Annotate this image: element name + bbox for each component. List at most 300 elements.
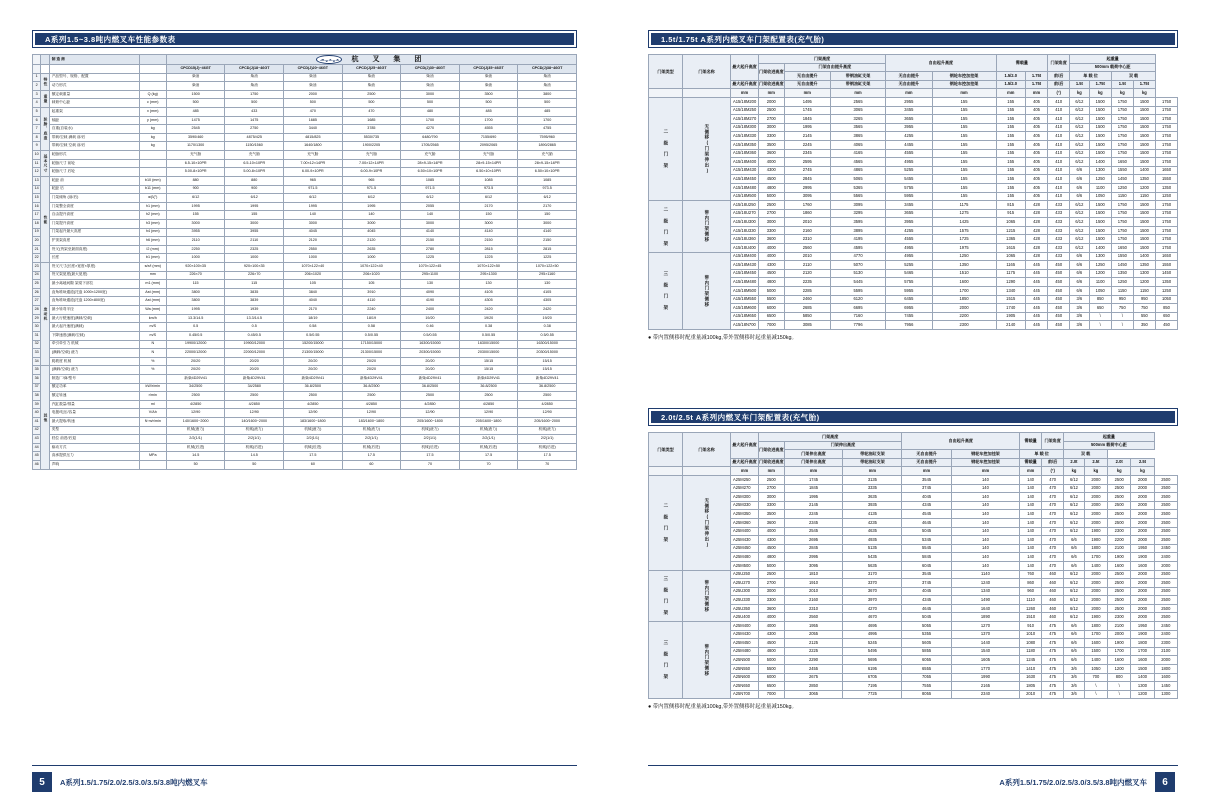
mast-cell: 3135: [843, 475, 902, 484]
mast-cell: 5955: [886, 287, 932, 296]
mast-cell: 433: [1048, 209, 1070, 218]
spec-row-name: 门架起升最大高度: [49, 228, 139, 237]
mast-cell: 1500: [1133, 132, 1155, 141]
spec-cell: 3000: [518, 219, 577, 228]
spec-cell: 28×9-15×14PR: [401, 159, 460, 168]
mast-cell: 1500: [1133, 201, 1155, 210]
mast-cell: 2500: [759, 475, 785, 484]
mast-cell: 6/12: [1064, 484, 1085, 493]
mast-cell: 2310: [784, 604, 843, 613]
spec-row-name: (满载/空载) 液力: [49, 349, 139, 358]
mast-cell: 4195: [830, 235, 885, 244]
mast-cell: 2245: [784, 140, 830, 149]
mast-cell: 6/6: [1064, 639, 1085, 648]
spec-cell: 155: [225, 211, 284, 220]
model-5: CPCD(J)35~46GT: [459, 65, 518, 74]
left-page-number: 5: [32, 772, 52, 792]
mast-cell: 2300: [932, 321, 996, 330]
spec-cell: 新柴4D29V41: [342, 374, 401, 383]
spec-cell: 4045: [342, 228, 401, 237]
mast-table-1-body: [649, 97, 1178, 329]
spec-row-index: 42: [33, 426, 41, 435]
mast-table-1-units: [649, 89, 1178, 98]
spec-cell: 470: [342, 108, 401, 117]
spec-row-name: 门架倾角 (前/后): [49, 194, 139, 203]
mast-cell: 2285: [784, 287, 830, 296]
spec-cell: 新柴4D29V41: [401, 374, 460, 383]
mast-group-sublabel: 带内门架侧移: [683, 570, 731, 622]
mast-cell: 405: [1025, 132, 1047, 141]
mast-cell: 1800: [1154, 665, 1177, 674]
mast-cell: 405: [1025, 115, 1047, 124]
mast-model-name: A15/18M550: [731, 295, 759, 304]
unit-cell: kg: [1133, 89, 1155, 98]
mast-cell: 4270: [843, 604, 902, 613]
mast-cell: 4500: [759, 175, 785, 184]
spec-row: [33, 340, 577, 349]
spec-row: [33, 194, 577, 203]
mast-cell: 6/12: [1070, 244, 1089, 253]
spec-cell: 机械(后进): [459, 443, 518, 452]
mast-cell: 1500: [1133, 149, 1155, 158]
spec-cell: 50: [166, 461, 225, 470]
spec-cell: 机械(液力): [401, 426, 460, 435]
mast-cell: 2010: [784, 252, 830, 261]
spec-cell: 0.5/0.55: [459, 331, 518, 340]
mast-cell: 155: [932, 106, 996, 115]
mast-cell: 470: [1042, 544, 1064, 553]
spec-row-name: 汽缸数量/排量: [49, 400, 139, 409]
spec-cell: 4/2850: [401, 400, 460, 409]
mast-cell: 4595: [830, 244, 885, 253]
m1-h-wb: 1.75t: [1025, 80, 1047, 89]
mast-cell: 1900: [1084, 536, 1107, 545]
spec-row-unit: N·m/r/min: [139, 417, 166, 426]
spec-cell: 880: [225, 176, 284, 185]
right-block2-title-frame: [648, 408, 1178, 426]
mast-cell: 433: [1048, 218, 1070, 227]
spec-cell: 0.5/0.55: [518, 331, 577, 340]
mast-cell: 2000: [1131, 475, 1154, 484]
mast-cell: 450: [1048, 261, 1070, 270]
spec-row-unit: h2 (mm): [139, 211, 166, 220]
spec-cell: 28×9-15×14PR: [518, 159, 577, 168]
mast-group-label: 二 级 门 架: [649, 201, 683, 253]
mast-cell: 5000: [759, 192, 785, 201]
mast-cell: 1800: [1131, 639, 1154, 648]
spec-row-name: 声响: [49, 461, 139, 470]
unit-cell: kg: [1064, 467, 1085, 476]
mast-cell: 470: [1042, 510, 1064, 519]
mast-group-sublabel: 无侧移(门架伸出): [683, 97, 731, 200]
table-row: [649, 252, 1178, 261]
brand-bar: [167, 55, 576, 64]
mast-model-name: A15/18M500: [731, 287, 759, 296]
mast-cell: 1065: [996, 252, 1025, 261]
spec-cell: 柴油: [342, 82, 401, 91]
mast-model-name: A25U350: [731, 604, 759, 613]
m1-h-out2: 带钢油缸支架: [830, 80, 885, 89]
mast-cell: 2000: [1131, 587, 1154, 596]
mast-cell: 6/12: [1070, 201, 1089, 210]
mast-cell: 445: [1025, 321, 1047, 330]
spec-cell: 1070×122×40: [342, 263, 401, 272]
spec-cell: 6/12: [166, 194, 225, 203]
mast-cell: 3455: [886, 106, 932, 115]
spec-row-index: 22: [33, 254, 41, 263]
mast-cell: 155: [932, 192, 996, 201]
spec-cell: 920×100×35: [166, 263, 225, 272]
mast-cell: 6/12: [1070, 97, 1089, 106]
spec-row: [33, 417, 577, 426]
mast-cell: 2500: [1154, 604, 1177, 613]
spec-cell: 20/20: [166, 357, 225, 366]
mast-cell: 2455: [784, 665, 843, 674]
mast-cell: 6/12: [1064, 570, 1085, 579]
spec-cell: 13.3/14.5: [166, 314, 225, 323]
m2-h-f1: 无自由提升: [902, 458, 951, 467]
spec-row-name: 最小转弯半径: [49, 306, 139, 315]
spec-cell: 0.45/0.5: [225, 331, 284, 340]
spec-cell: 1475: [166, 116, 225, 125]
mast-model-name: A15/18M450: [731, 269, 759, 278]
mast-cell: 410: [1048, 106, 1070, 115]
mast-cell: 460: [1042, 596, 1064, 605]
mast-cell: 1800: [1084, 622, 1107, 631]
mast-cell: 155: [932, 115, 996, 124]
mast-cell: 1995: [784, 493, 843, 502]
mast-cell: 1650: [1111, 158, 1133, 167]
mast-cell: 6/6: [1064, 630, 1085, 639]
spec-row-name: 带载/空载 空载 前/后: [49, 142, 139, 151]
mast-cell: 140: [1020, 518, 1042, 527]
mast-cell: 1995: [784, 123, 830, 132]
mast-model-name: A15/18U250: [731, 201, 759, 210]
spec-cell: 1000: [225, 254, 284, 263]
spec-cell: 2420: [518, 306, 577, 315]
mast-cell: 3595: [830, 218, 885, 227]
spec-cell: 机械(后进): [166, 443, 225, 452]
mast-cell: 3000: [759, 587, 785, 596]
spec-row: [33, 443, 577, 452]
mast-cell: 1725: [932, 235, 996, 244]
spec-row-index: 40: [33, 409, 41, 418]
mast-cell: 850: [1156, 304, 1178, 313]
m1-h-closed: 门架收进高度: [759, 63, 785, 80]
spec-row-name: 自由提升高度: [49, 211, 139, 220]
spec-row-unit: m1 (mm): [139, 280, 166, 289]
mast-cell: 650: [1156, 312, 1178, 321]
mast-cell: 140: [1020, 527, 1042, 536]
mast-cell: 433: [1048, 201, 1070, 210]
mast-cell: 2000: [1131, 613, 1154, 622]
group-blank: [41, 65, 49, 74]
spec-cell: 6.00-9×10PR: [342, 168, 401, 177]
mast-cell: 1860: [784, 209, 830, 218]
spec-cell: 115: [225, 280, 284, 289]
spec-group-label: 其他: [41, 366, 49, 469]
spec-cell: 12/90: [225, 409, 284, 418]
mast-cell: 6/12: [1064, 613, 1085, 622]
m2-h-c3: 2.0t: [1108, 458, 1131, 467]
spec-cell: 机械(液力): [518, 426, 577, 435]
unit-blank: [683, 89, 731, 98]
spec-cell: 4270: [401, 125, 460, 134]
spec-cell: 12/90: [518, 409, 577, 418]
mast-cell: 475: [1042, 665, 1064, 674]
mast-cell: 3635: [843, 493, 902, 502]
spec-cell: 34/2500: [166, 383, 225, 392]
m2-h-closed2: 门架收进高度: [759, 458, 785, 467]
mast-cell: 1600: [1084, 639, 1107, 648]
spec-row: [33, 237, 577, 246]
spec-cell: 3839: [225, 297, 284, 306]
spec-row-unit: s/e/l (mm): [139, 263, 166, 272]
mast-cell: 445: [1025, 295, 1047, 304]
mast-cell: 1810: [784, 570, 843, 579]
spec-cell: 新柴4D29V41: [459, 374, 518, 383]
mast-cell: 5000: [759, 561, 785, 570]
mast-model-name: A25M360: [731, 518, 759, 527]
spec-cell: 21300/15000: [342, 349, 401, 358]
mast-table-1-head: [649, 55, 1178, 98]
mast-cell: 6/6: [1070, 166, 1089, 175]
spec-row-name: 带载/空载 满载 前/后: [49, 133, 139, 142]
spec-cell: 3590/460: [166, 133, 225, 142]
unit-cell: mm: [1025, 89, 1047, 98]
mast-cell: 2560: [784, 244, 830, 253]
mast-cell: 1350: [1133, 175, 1155, 184]
mast-cell: 1845: [784, 115, 830, 124]
table-row: [649, 570, 1178, 579]
mast-cell: 350: [1133, 321, 1155, 330]
spec-cell: 4105: [518, 288, 577, 297]
mast-cell: 1300: [1154, 690, 1177, 699]
mast-cell: 1750: [1156, 106, 1178, 115]
mast-cell: 1640: [951, 604, 1019, 613]
spec-cell: 2110: [225, 237, 284, 246]
mast-cell: 1700: [932, 287, 996, 296]
mast-cell: 460: [1042, 604, 1064, 613]
mast-cell: 1900: [1131, 553, 1154, 562]
m2-h-maxlift2: 最大起升高度: [731, 458, 759, 467]
spec-cell: 17.5: [284, 452, 343, 461]
mast-cell: 2500: [1108, 484, 1131, 493]
m2-h-single: 单 载 位: [1020, 450, 1064, 459]
left-page: [0, 0, 607, 808]
mast-cell: 3/6: [1070, 312, 1089, 321]
spec-row-index: 30: [33, 323, 41, 332]
mast-cell: 2000: [1131, 604, 1154, 613]
mast-cell: 140: [1020, 561, 1042, 570]
spec-cell: 36.8/2500: [459, 383, 518, 392]
mast-cell: 5465: [886, 269, 932, 278]
spec-row-name: 轮距 后: [49, 185, 139, 194]
mast-cell: 6/12: [1070, 235, 1089, 244]
spec-row: [33, 288, 577, 297]
spec-cell: 3000: [225, 219, 284, 228]
mast-cell: 140: [1020, 536, 1042, 545]
mast-cell: 1750: [1156, 140, 1178, 149]
spec-cell: 500: [166, 99, 225, 108]
mast-cell: 2145: [784, 501, 843, 510]
mast-cell: 1900: [1131, 630, 1154, 639]
mast-cell: 475: [1042, 639, 1064, 648]
spec-row: [33, 426, 577, 435]
spec-row-index: 17: [33, 211, 41, 220]
spec-cell: 17.5: [342, 452, 401, 461]
mast-cell: 1500: [1089, 201, 1111, 210]
mast-cell: 470: [1042, 475, 1064, 484]
m1-h-mastout: 门架自由提升高度: [784, 63, 886, 72]
mast-cell: 7956: [886, 321, 932, 330]
mast-table-1-note: ● 带内置侧移时配重量减100kg,带外置侧移时起重量减150kg。: [648, 335, 797, 341]
spec-cell: 7595/960: [518, 133, 577, 142]
mast-cell: 3000: [759, 218, 785, 227]
mast-model-name: A15/18M430: [731, 166, 759, 175]
unit-cell: mm: [731, 467, 759, 476]
mast-cell: 475: [1042, 690, 1064, 699]
model-3: CPCD(J)25~46GT: [342, 65, 401, 74]
mast-group-sublabel: 带内门架侧移: [683, 252, 731, 329]
spec-cell: 973.5: [459, 185, 518, 194]
mast-cell: 2000: [1084, 501, 1107, 510]
m2-h-double: 双 载: [1064, 450, 1108, 459]
spec-row-name: 长度: [49, 254, 139, 263]
spec-row: [33, 461, 577, 470]
spec-cell: 2550: [284, 245, 343, 254]
mast-cell: 3170: [843, 570, 902, 579]
mast-cell: 1750: [1111, 106, 1133, 115]
mast-cell: 6/12: [1064, 579, 1085, 588]
mast-cell: 1800: [1084, 544, 1107, 553]
mast-cell: 1950: [1131, 622, 1154, 631]
mast-cell: 1500: [1084, 647, 1107, 656]
mast-cell: 2560: [784, 613, 843, 622]
spec-cell: 1939: [225, 306, 284, 315]
mast-table-2-body: [649, 475, 1178, 698]
mast-cell: 2345: [784, 518, 843, 527]
spec-row-unit: km/h: [139, 314, 166, 323]
spec-cell: 5530/735: [342, 133, 401, 142]
mast-cell: 5845: [902, 553, 951, 562]
mast-cell: 1900: [1084, 527, 1107, 536]
mast-cell: 140: [951, 484, 1019, 493]
mast-cell: 155: [996, 132, 1025, 141]
spec-cell: 2250: [166, 245, 225, 254]
spec-cell: 4040: [284, 297, 343, 306]
mast-cell: 470: [1042, 493, 1064, 502]
mast-model-name: A15/18U300: [731, 218, 759, 227]
mast-cell: 1750: [1111, 115, 1133, 124]
mast-cell: 4135: [843, 510, 902, 519]
mast-cell: 4800: [759, 183, 785, 192]
unit-cell: mm: [1020, 467, 1042, 476]
mast-cell: 815: [996, 201, 1025, 210]
spec-cell: 3000: [342, 219, 401, 228]
mast-model-name: A25M430: [731, 536, 759, 545]
mast-cell: 1750: [1156, 209, 1178, 218]
mast-cell: 3295: [830, 209, 885, 218]
spec-cell: 140/1600~2000: [166, 417, 225, 426]
brand-cell: [166, 55, 576, 65]
mast-cell: 1350: [932, 261, 996, 270]
spec-cell: 19/20: [401, 314, 460, 323]
spec-cell: 60: [284, 461, 343, 470]
spec-cell: 6/12: [284, 194, 343, 203]
mast-group-sublabel: 无侧移(门架伸出): [683, 475, 731, 570]
spec-cell: 1225: [401, 254, 460, 263]
mast-cell: 3095: [784, 561, 843, 570]
spec-cell: 2500: [401, 392, 460, 401]
spec-cell: 4110: [342, 297, 401, 306]
spec-row-unit: kg: [139, 142, 166, 151]
mast-cell: 1200: [1133, 278, 1155, 287]
mast-cell: 1200: [1089, 269, 1111, 278]
mast-model-name: A25M270: [731, 484, 759, 493]
mast-cell: 5355: [902, 630, 951, 639]
spec-cell: 3800: [166, 288, 225, 297]
spec-row: [33, 271, 577, 280]
mast-cell: 800: [1108, 673, 1131, 682]
mast-cell: 2500: [1154, 596, 1177, 605]
mast-cell: 1550: [1156, 175, 1178, 184]
mast-cell: 2500: [1108, 493, 1131, 502]
mast-cell: 2235: [784, 278, 830, 287]
mast-cell: 2290: [784, 656, 843, 665]
m1-h-f2: 钢轮车控加挂架: [932, 80, 996, 89]
spec-cell: 500: [401, 99, 460, 108]
model-unit: [139, 65, 166, 74]
mast-cell: 1500: [1131, 665, 1154, 674]
spec-cell: 充气胎: [401, 151, 460, 160]
spec-cell: 柴油: [518, 73, 577, 82]
spec-cell: 3000: [284, 219, 343, 228]
mast-cell: 4255: [886, 226, 932, 235]
spec-cell: 柴油: [401, 82, 460, 91]
spec-cell: 3955: [225, 228, 284, 237]
spec-cell: 机械(液力): [166, 426, 225, 435]
mast-cell: 4770: [830, 252, 885, 261]
unit-cell: mm: [951, 467, 1019, 476]
spec-row-index: 39: [33, 400, 41, 409]
spec-row: [33, 228, 577, 237]
mast-cell: 405: [1025, 97, 1047, 106]
mast-cell: 1140: [951, 570, 1019, 579]
spec-row-name: 下降速度(满载/空载): [49, 331, 139, 340]
mast-cell: 4000: [759, 252, 785, 261]
spec-cell: 4090: [401, 288, 460, 297]
spec-cell: 226×70: [225, 271, 284, 280]
mast-cell: 4800: [759, 278, 785, 287]
spec-row-index: 2: [33, 82, 41, 91]
mast-cell: 1500: [1089, 209, 1111, 218]
mast-cell: 2845: [784, 175, 830, 184]
mast-table-2-note: ● 带内置侧移时配重量减100kg,带外置侧移时起重量减150kg。: [648, 704, 797, 711]
mast-cell: 4800: [759, 553, 785, 562]
mast-cell: 405: [1025, 106, 1047, 115]
mast-cell: 470: [1042, 501, 1064, 510]
mast-cell: 1300: [1131, 682, 1154, 691]
spec-cell: 3440: [284, 125, 343, 134]
spec-cell: 2/2(1/1): [225, 435, 284, 444]
spec-row-unit: %: [139, 357, 166, 366]
mast-cell: 155: [996, 115, 1025, 124]
mast-cell: 1740: [996, 304, 1025, 313]
spec-cell: 1070×122×45: [401, 263, 460, 272]
spec-cell: 130: [518, 280, 577, 289]
mast-cell: 2000: [1084, 475, 1107, 484]
